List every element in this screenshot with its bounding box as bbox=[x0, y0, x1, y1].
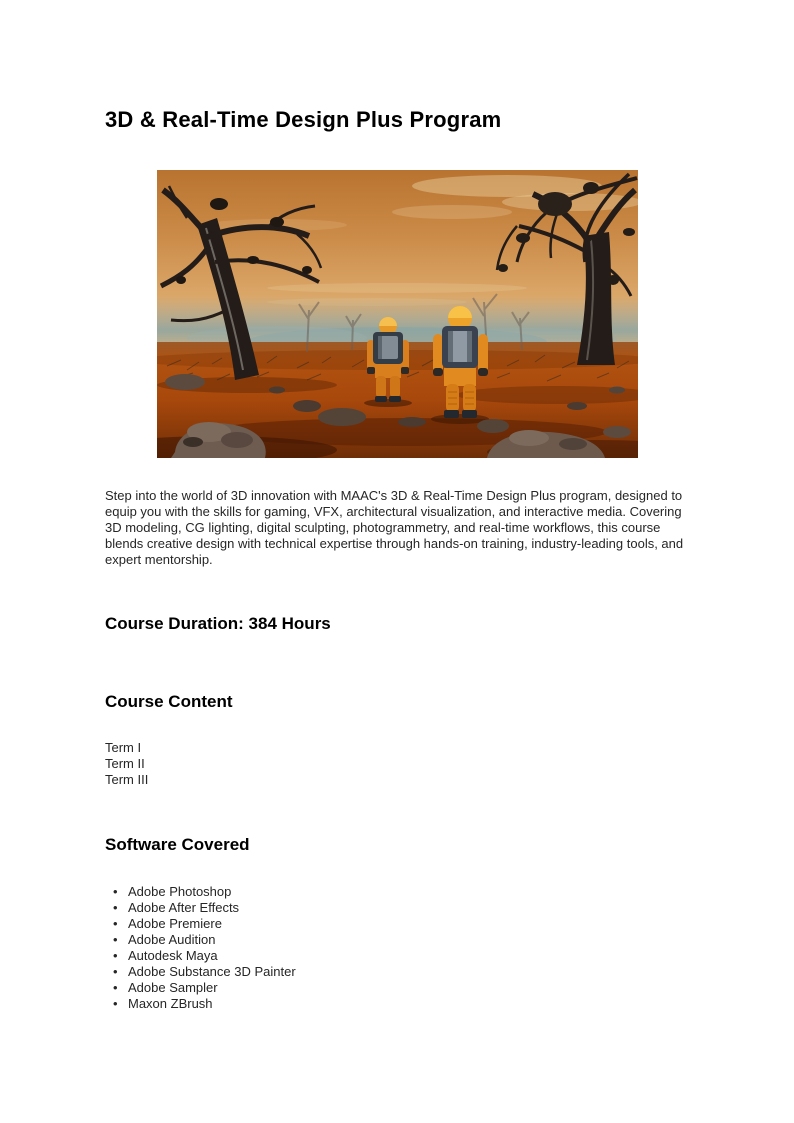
term-item: Term III bbox=[105, 772, 149, 787]
software-item: • Adobe After Effects bbox=[128, 900, 690, 916]
software-covered-heading: Software Covered bbox=[105, 835, 250, 854]
course-duration-heading: Course Duration: 384 Hours bbox=[105, 614, 331, 633]
course-content-heading: Course Content bbox=[105, 692, 233, 711]
intro-paragraph: Step into the world of 3D innovation with MAAC's 3D & Real-Time Design Plus program, designed to equip you with the skills for gaming, VFX, architectural visualization, and interactive media. Covering 3D modeling, CG lighting, digital sculpting, photogrammetry, and real-time workflows, this course blends creative design with technical expertise through hands-on training, industry-leading tools, and expert mentorship. bbox=[105, 488, 684, 567]
hero-image bbox=[157, 170, 638, 458]
software-item: • Adobe Photoshop bbox=[128, 884, 690, 900]
term-item: Term II bbox=[105, 756, 145, 771]
hero-image-illustration bbox=[157, 170, 638, 458]
software-item: • Adobe Audition bbox=[128, 932, 690, 948]
term-list bbox=[105, 740, 690, 788]
page-title: 3D & Real-Time Design Plus Program bbox=[105, 107, 502, 132]
software-item: • Autodesk Maya bbox=[128, 948, 690, 964]
software-item: • Maxon ZBrush bbox=[128, 996, 690, 1012]
software-item: • Adobe Premiere bbox=[128, 916, 690, 932]
software-list bbox=[105, 884, 690, 1012]
software-item: • Adobe Substance 3D Painter bbox=[128, 964, 690, 980]
software-item: • Adobe Sampler bbox=[128, 980, 690, 996]
term-item: Term I bbox=[105, 740, 142, 755]
